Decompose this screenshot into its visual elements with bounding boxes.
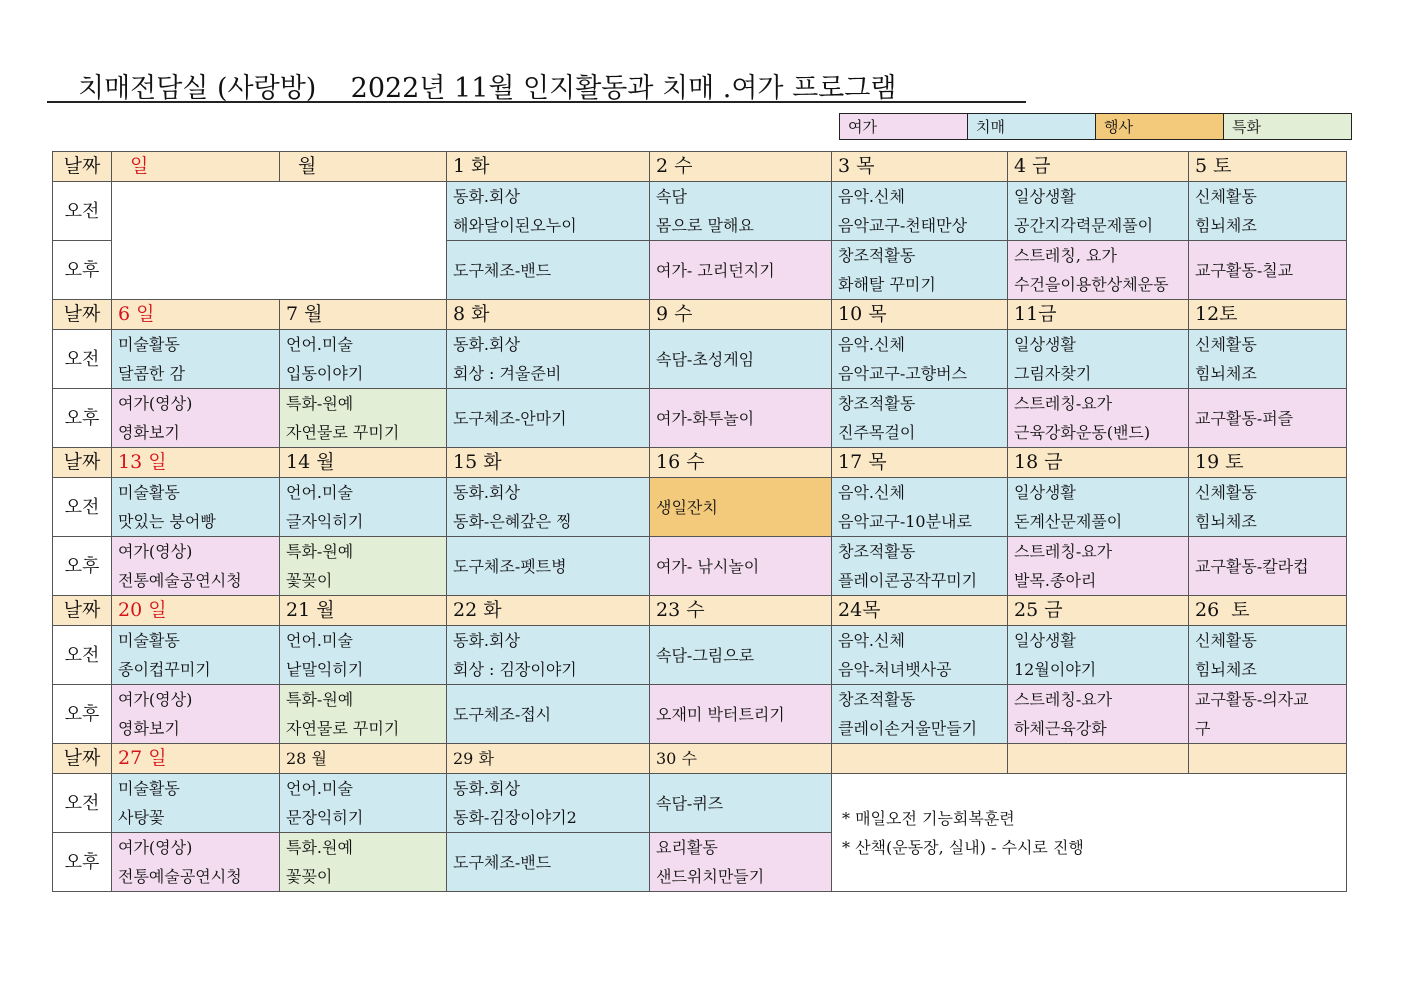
activity-line: 언어.미술 xyxy=(286,335,353,354)
day-header: 14 월 xyxy=(280,448,447,478)
legend-yeoga: 여가 xyxy=(840,114,968,140)
activity-cell xyxy=(1008,241,1189,300)
activity-cell xyxy=(650,833,832,892)
day-header: 3 목 xyxy=(832,152,1008,182)
day-header: 18 금 xyxy=(1008,448,1189,478)
activity-cell xyxy=(650,241,832,300)
activity-line: 스트레칭-요가 xyxy=(1014,690,1113,709)
pm-label: 오후 xyxy=(53,685,112,744)
activity-cell xyxy=(650,774,832,833)
activity-line: 근육강화운동(밴드) xyxy=(1014,423,1151,442)
day-header: 23 수 xyxy=(650,596,832,626)
activity-line: 전통예술공연시청 xyxy=(118,571,242,590)
date-label: 날짜 xyxy=(53,152,112,182)
activity-cell xyxy=(280,330,447,389)
activity-line: 회상 : 겨울준비 xyxy=(453,364,562,383)
activity-line: 특화-원예 xyxy=(286,690,354,709)
week-2-date-row xyxy=(53,300,1347,330)
activity-line: 음악교구-고향버스 xyxy=(838,364,968,383)
activity-line: 도구체조-펫트병 xyxy=(453,556,567,576)
activity-line: 교구활동-칠교 xyxy=(1195,260,1294,280)
day-header xyxy=(1189,744,1347,774)
activity-cell xyxy=(280,685,447,744)
activity-line: 속담-그림으로 xyxy=(656,645,755,665)
activity-line: 음악.신체 xyxy=(838,483,905,502)
activity-line: 진주목걸이 xyxy=(838,423,916,442)
activity-line: 일상생활 xyxy=(1014,483,1076,502)
note-line: * 매일오전 기능회복훈련 xyxy=(842,808,1015,828)
activity-cell xyxy=(1189,182,1347,241)
activity-line: 속담-퀴즈 xyxy=(656,793,724,813)
week-1-am-row xyxy=(53,182,1347,241)
day-header: 24목 xyxy=(832,596,1008,626)
day-header: 15 화 xyxy=(447,448,650,478)
activity-cell xyxy=(112,330,280,389)
activity-cell xyxy=(1189,626,1347,685)
activity-line: 스트레칭-요가 xyxy=(1014,394,1113,413)
activity-line: 특화-원예 xyxy=(286,542,354,561)
activity-line: 낱말익히기 xyxy=(286,660,364,679)
date-label: 날짜 xyxy=(53,448,112,478)
activity-line: 속담 xyxy=(656,187,687,206)
activity-cell xyxy=(1189,389,1347,448)
legend-chimae: 치매 xyxy=(968,114,1096,140)
activity-line: 힘뇌체조 xyxy=(1195,364,1257,383)
activity-cell xyxy=(832,685,1008,744)
activity-cell xyxy=(112,685,280,744)
activity-cell xyxy=(112,478,280,537)
activity-line: 여가-화투놀이 xyxy=(656,408,755,428)
day-header: 8 화 xyxy=(447,300,650,330)
activity-line: 교구활동-의자교 xyxy=(1195,690,1309,709)
activity-line: 동화-김장이야기2 xyxy=(453,808,577,827)
activity-cell xyxy=(112,774,280,833)
activity-line: 여가- 낚시놀이 xyxy=(656,556,760,576)
activity-cell xyxy=(650,182,832,241)
color-legend xyxy=(839,113,1352,140)
day-header: 17 목 xyxy=(832,448,1008,478)
day-header: 22 화 xyxy=(447,596,650,626)
activity-cell xyxy=(832,330,1008,389)
activity-cell xyxy=(280,478,447,537)
activity-line: 도구체조-접시 xyxy=(453,704,552,724)
activity-cell xyxy=(832,626,1008,685)
activity-line: 전통예술공연시청 xyxy=(118,867,242,886)
activity-line: 수건을이용한상체운동 xyxy=(1014,275,1169,294)
activity-line: 영화보기 xyxy=(118,719,180,738)
activity-line: 동화.회상 xyxy=(453,335,520,354)
activity-line: 일상생활 xyxy=(1014,631,1076,650)
title-underline xyxy=(47,101,1026,103)
activity-cell xyxy=(650,330,832,389)
activity-line: 미술활동 xyxy=(118,779,180,798)
activity-line: 도구체조-밴드 xyxy=(453,260,552,280)
activity-line: 미술활동 xyxy=(118,631,180,650)
activity-line: 꽃꽂이 xyxy=(286,867,333,886)
am-label: 오전 xyxy=(53,774,112,833)
activity-cell xyxy=(447,626,650,685)
activity-line: 돈계산문제풀이 xyxy=(1014,512,1123,531)
day-header: 26 토 xyxy=(1189,596,1347,626)
week-3-pm-row xyxy=(53,537,1347,596)
activity-line: 여가(영상) xyxy=(118,838,193,857)
activity-line: 미술활동 xyxy=(118,335,180,354)
day-header: 29 화 xyxy=(447,744,650,774)
activity-line: 입동이야기 xyxy=(286,364,364,383)
week-2-pm-row xyxy=(53,389,1347,448)
activity-line: 음악.신체 xyxy=(838,335,905,354)
activity-line: 언어.미술 xyxy=(286,779,353,798)
activity-cell xyxy=(650,389,832,448)
pm-label: 오후 xyxy=(53,241,112,300)
activity-line: 힘뇌체조 xyxy=(1195,512,1257,531)
activity-line: 음악-처녀뱃사공 xyxy=(838,660,952,679)
activity-line: 동화-은혜갚은 찡 xyxy=(453,512,572,531)
week-3-date-row xyxy=(53,448,1347,478)
activity-cell xyxy=(112,626,280,685)
activity-line: 도구체조-안마기 xyxy=(453,408,567,428)
activity-line: 창조적활동 xyxy=(838,690,916,709)
activity-cell xyxy=(832,241,1008,300)
activity-line: 샌드위치만들기 xyxy=(656,867,765,886)
activity-line: 특화-원예 xyxy=(286,394,354,413)
activity-cell xyxy=(280,833,447,892)
activity-cell xyxy=(650,685,832,744)
day-header xyxy=(1008,744,1189,774)
activity-cell xyxy=(447,478,650,537)
week-4-am-row xyxy=(53,626,1347,685)
week-1-date-row xyxy=(53,152,1347,182)
week-2-am-row xyxy=(53,330,1347,389)
activity-cell xyxy=(832,182,1008,241)
day-header: 6 일 xyxy=(112,300,280,330)
activity-cell xyxy=(1008,478,1189,537)
activity-line: 동화.회상 xyxy=(453,779,520,798)
date-label: 날짜 xyxy=(53,744,112,774)
activity-line: 신체활동 xyxy=(1195,187,1257,206)
activity-line: 달콤한 감 xyxy=(118,364,185,383)
day-header: 20 일 xyxy=(112,596,280,626)
activity-cell xyxy=(650,626,832,685)
pm-label: 오후 xyxy=(53,833,112,892)
activity-cell xyxy=(280,537,447,596)
day-header: 7 월 xyxy=(280,300,447,330)
activity-line: 스트레칭-요가 xyxy=(1014,542,1113,561)
activity-line: 음악교구-천태만상 xyxy=(838,216,968,235)
day-header: 19 토 xyxy=(1189,448,1347,478)
day-header xyxy=(832,744,1008,774)
activity-cell xyxy=(1189,241,1347,300)
day-header: 1 화 xyxy=(447,152,650,182)
activity-line: 신체활동 xyxy=(1195,335,1257,354)
activity-cell xyxy=(112,389,280,448)
day-header: 5 토 xyxy=(1189,152,1347,182)
activity-cell xyxy=(447,182,650,241)
legend-teukhwa: 특화 xyxy=(1224,114,1352,140)
day-header: 11금 xyxy=(1008,300,1189,330)
activity-line: 12월이야기 xyxy=(1014,660,1097,679)
activity-cell xyxy=(832,478,1008,537)
activity-line: 회상 : 김장이야기 xyxy=(453,660,577,679)
activity-line: 음악교구-10분내로 xyxy=(838,512,972,531)
activity-cell xyxy=(1008,685,1189,744)
activity-line: 오재미 박터트리기 xyxy=(656,704,785,724)
day-header: 일 xyxy=(112,152,280,182)
notes-cell xyxy=(832,774,1347,892)
activity-line: 요리활동 xyxy=(656,838,718,857)
day-header: 25 금 xyxy=(1008,596,1189,626)
activity-cell xyxy=(447,330,650,389)
pm-label: 오후 xyxy=(53,537,112,596)
am-label: 오전 xyxy=(53,626,112,685)
activity-line: 영화보기 xyxy=(118,423,180,442)
activity-cell xyxy=(280,626,447,685)
week-4-pm-row xyxy=(53,685,1347,744)
activity-line: 일상생활 xyxy=(1014,187,1076,206)
activity-cell xyxy=(1189,685,1347,744)
activity-line: 자연물로 꾸미기 xyxy=(286,719,400,738)
page-title: 치매전담실 (사랑방) 2022년 11월 인지활동과 치매 .여가 프로그램 xyxy=(78,73,897,104)
activity-cell xyxy=(447,685,650,744)
activity-line: 동화.회상 xyxy=(453,483,520,502)
activity-line: 창조적활동 xyxy=(838,394,916,413)
week-4-date-row xyxy=(53,596,1347,626)
activity-line: 플레이콘공작꾸미기 xyxy=(838,571,978,590)
activity-cell xyxy=(1008,330,1189,389)
day-header: 10 목 xyxy=(832,300,1008,330)
activity-line: 도구체조-밴드 xyxy=(453,852,552,872)
am-label: 오전 xyxy=(53,478,112,537)
activity-line: 동화.회상 xyxy=(453,631,520,650)
day-header: 2 수 xyxy=(650,152,832,182)
activity-line: 자연물로 꾸미기 xyxy=(286,423,400,442)
day-header: 4 금 xyxy=(1008,152,1189,182)
activity-cell xyxy=(1008,537,1189,596)
schedule-table xyxy=(52,151,1347,892)
am-label: 오전 xyxy=(53,330,112,389)
activity-line: 신체활동 xyxy=(1195,483,1257,502)
activity-line: 특화.원예 xyxy=(286,838,353,857)
activity-line: 여가(영상) xyxy=(118,690,193,709)
activity-line: 창조적활동 xyxy=(838,542,916,561)
activity-line: 맛있는 붕어빵 xyxy=(118,512,216,531)
activity-cell xyxy=(447,774,650,833)
day-header: 9 수 xyxy=(650,300,832,330)
day-header: 월 xyxy=(280,152,447,182)
activity-line: 음악.신체 xyxy=(838,187,905,206)
activity-line: 그림자찾기 xyxy=(1014,364,1092,383)
activity-line: 여가(영상) xyxy=(118,394,193,413)
week-3-am-row xyxy=(53,478,1347,537)
date-label: 날짜 xyxy=(53,300,112,330)
activity-cell xyxy=(447,537,650,596)
week-5-date-row xyxy=(53,744,1347,774)
activity-cell xyxy=(112,833,280,892)
activity-line: 클레이손거울만들기 xyxy=(838,719,978,738)
activity-cell xyxy=(1189,478,1347,537)
day-header: 13 일 xyxy=(112,448,280,478)
activity-line: 사탕꽃 xyxy=(118,808,165,827)
activity-line: 언어.미술 xyxy=(286,631,353,650)
activity-line: 스트레칭, 요가 xyxy=(1014,246,1117,265)
date-label: 날짜 xyxy=(53,596,112,626)
activity-cell xyxy=(447,389,650,448)
am-label: 오전 xyxy=(53,182,112,241)
activity-line: 힘뇌체조 xyxy=(1195,660,1257,679)
pm-label: 오후 xyxy=(53,389,112,448)
activity-line: 하체근육강화 xyxy=(1014,719,1107,738)
activity-line: 교구활동-퍼즐 xyxy=(1195,408,1294,428)
activity-cell xyxy=(447,833,650,892)
activity-cell xyxy=(447,241,650,300)
day-header: 16 수 xyxy=(650,448,832,478)
activity-line: 해와달이된오누이 xyxy=(453,216,577,235)
activity-line: 음악.신체 xyxy=(838,631,905,650)
activity-line: 여가(영상) xyxy=(118,542,193,561)
activity-line: 꽃꽂이 xyxy=(286,571,333,590)
activity-cell xyxy=(280,389,447,448)
day-header: 27 일 xyxy=(112,744,280,774)
activity-line: 구 xyxy=(1195,719,1211,738)
activity-line: 여가- 고리던지기 xyxy=(656,260,775,280)
activity-line: 동화.회상 xyxy=(453,187,520,206)
legend-haengsa: 행사 xyxy=(1096,114,1224,140)
activity-cell xyxy=(1008,626,1189,685)
activity-line: 종이컵꾸미기 xyxy=(118,660,211,679)
day-header: 30 수 xyxy=(650,744,832,774)
empty-cell xyxy=(112,182,447,300)
activity-line: 화해탈 꾸미기 xyxy=(838,275,936,294)
activity-line: 미술활동 xyxy=(118,483,180,502)
activity-line: 글자익히기 xyxy=(286,512,364,531)
activity-cell xyxy=(112,537,280,596)
activity-cell xyxy=(1189,537,1347,596)
activity-cell xyxy=(280,774,447,833)
activity-cell xyxy=(832,537,1008,596)
activity-cell xyxy=(1189,330,1347,389)
activity-line: 힘뇌체조 xyxy=(1195,216,1257,235)
activity-cell xyxy=(650,478,832,537)
activity-line: 생일잔치 xyxy=(656,497,718,517)
activity-cell xyxy=(832,389,1008,448)
activity-line: 몸으로 말해요 xyxy=(656,216,754,235)
activity-line: 창조적활동 xyxy=(838,246,916,265)
week-5-am-row xyxy=(53,774,1347,833)
activity-cell xyxy=(1008,389,1189,448)
activity-cell xyxy=(1008,182,1189,241)
activity-line: 교구활동-칼라컵 xyxy=(1195,556,1309,576)
activity-line: 문장익히기 xyxy=(286,808,364,827)
activity-line: 공간지각력문제풀이 xyxy=(1014,216,1154,235)
note-line: * 산책(운동장, 실내) - 수시로 진행 xyxy=(842,837,1084,857)
activity-line: 언어.미술 xyxy=(286,483,353,502)
activity-line: 속담-초성게임 xyxy=(656,349,755,369)
day-header: 21 월 xyxy=(280,596,447,626)
day-header: 12토 xyxy=(1189,300,1347,330)
day-header: 28 월 xyxy=(280,744,447,774)
activity-line: 일상생활 xyxy=(1014,335,1076,354)
activity-line: 발목.종아리 xyxy=(1014,571,1097,590)
activity-line: 신체활동 xyxy=(1195,631,1257,650)
activity-cell xyxy=(650,537,832,596)
